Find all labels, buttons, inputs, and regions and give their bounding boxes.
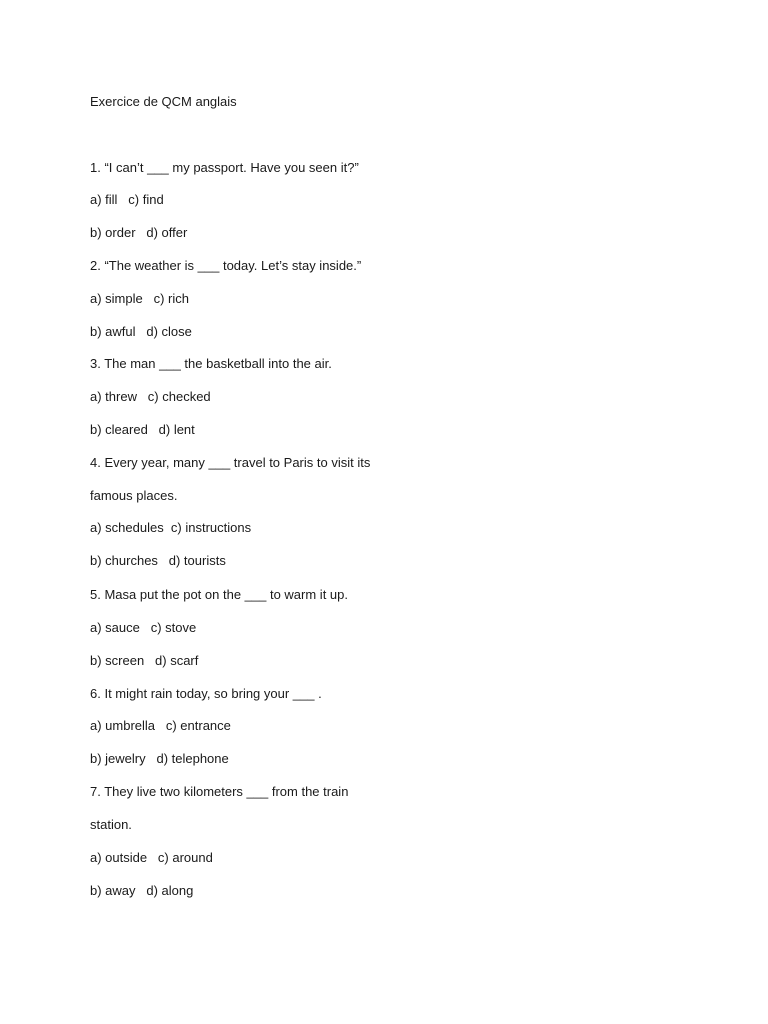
question-2-options-ac: a) simple c) rich: [90, 291, 189, 306]
question-7-continued: station.: [90, 817, 132, 832]
question-5-options-ac: a) sauce c) stove: [90, 620, 197, 635]
question-2: 2. “The weather is ___ today. Let’s stay inside.”: [90, 258, 362, 273]
question-1-options-bd: b) order d) offer: [90, 225, 188, 240]
question-4-options-ac: a) schedules c) instructions: [90, 520, 252, 535]
document-title: Exercice de QCM anglais: [90, 94, 237, 109]
question-3-options-bd: b) cleared d) lent: [90, 422, 195, 437]
question-6: 6. It might rain today, so bring your ___ .: [90, 686, 322, 701]
question-3: 3. The man ___ the basketball into the air.: [90, 356, 332, 371]
question-1-options-ac: a) fill c) find: [90, 192, 164, 207]
question-6-options-ac: a) umbrella c) entrance: [90, 718, 231, 733]
question-6-options-bd: b) jewelry d) telephone: [90, 751, 229, 766]
question-4-options-bd: b) churches d) tourists: [90, 553, 226, 568]
question-5-options-bd: b) screen d) scarf: [90, 653, 199, 668]
question-3-options-ac: a) threw c) checked: [90, 389, 211, 404]
question-7-options-bd: b) away d) along: [90, 883, 194, 898]
question-4-continued: famous places.: [90, 488, 178, 503]
question-2-options-bd: b) awful d) close: [90, 324, 192, 339]
question-5: 5. Masa put the pot on the ___ to warm it up.: [90, 587, 348, 602]
question-4: 4. Every year, many ___ travel to Paris to visit its: [90, 455, 371, 470]
question-7-options-ac: a) outside c) around: [90, 850, 213, 865]
question-1: 1. “I can’t ___ my passport. Have you seen it?”: [90, 160, 359, 175]
question-7: 7. They live two kilometers ___ from the train: [90, 784, 349, 799]
